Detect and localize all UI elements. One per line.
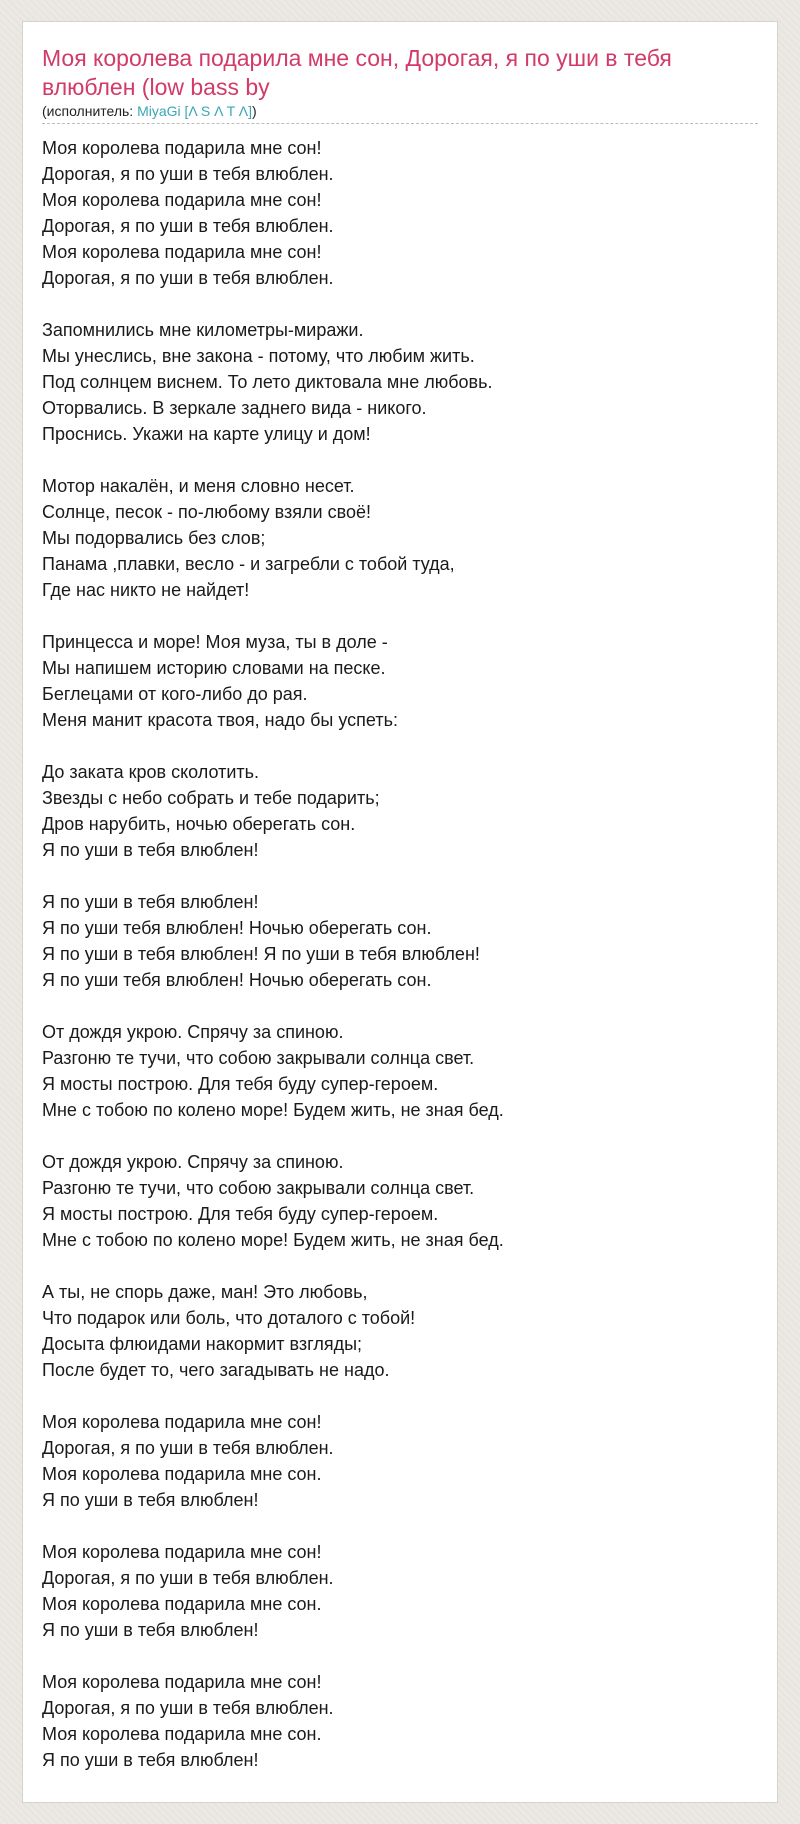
lyrics-line: Я по уши в тебя влюблен! — [42, 892, 259, 912]
lyrics-stanza — [42, 1539, 758, 1643]
lyrics-stanza — [42, 317, 758, 447]
lyrics-line: Я по уши в тебя влюблен! — [42, 1490, 259, 1510]
lyrics-stanza — [42, 1279, 758, 1383]
lyrics-line: Мы подорвались без слов; — [42, 528, 266, 548]
lyrics-line: От дождя укрою. Спрячу за спиною. — [42, 1152, 344, 1172]
lyrics-line: Моя королева подарила мне сон! — [42, 242, 322, 262]
lyrics-line: Принцесса и море! Моя муза, ты в доле - — [42, 632, 388, 652]
lyrics-line: Мы напишем историю словами на песке. — [42, 658, 386, 678]
lyrics-line: Дорогая, я по уши в тебя влюблен. — [42, 164, 334, 184]
performer-info — [42, 103, 257, 120]
lyrics-line: Дорогая, я по уши в тебя влюблен. — [42, 1698, 334, 1718]
lyrics-line: Мне с тобою по колено море! Будем жить, не зная бед. — [42, 1230, 504, 1250]
lyrics-line: Моя королева подарила мне сон. — [42, 1724, 322, 1744]
lyrics-line: Я по уши тебя влюблен! Ночью оберегать сон. — [42, 970, 432, 990]
lyrics-line: Мне с тобою по колено море! Будем жить, не зная бед. — [42, 1100, 504, 1120]
performer-suffix: ) — [252, 103, 257, 119]
lyrics-line: Разгоню те тучи, что собою закрывали солнца свет. — [42, 1048, 475, 1068]
lyrics-line: Моя королева подарила мне сон! — [42, 1412, 322, 1432]
lyrics-line: Я по уши тебя влюблен! Ночью оберегать сон. — [42, 918, 432, 938]
lyrics-line: Я по уши в тебя влюблен! — [42, 1620, 259, 1640]
lyrics-stanza — [42, 1409, 758, 1513]
lyrics-stanza — [42, 473, 758, 603]
lyrics-line: От дождя укрою. Спрячу за спиною. — [42, 1022, 344, 1042]
lyrics-line: Дорогая, я по уши в тебя влюблен. — [42, 1568, 334, 1588]
lyrics-line: Моя королева подарила мне сон! — [42, 190, 322, 210]
lyrics-line: Что подарок или боль, что доталого с тобой! — [42, 1308, 416, 1328]
lyrics-line: Где нас никто не найдет! — [42, 580, 250, 600]
lyrics-line: Оторвались. В зеркале заднего вида - никого. — [42, 398, 427, 418]
lyrics-stanza — [42, 629, 758, 733]
lyrics-line: Панама ,плавки, весло - и загребли с тобой туда, — [42, 554, 455, 574]
lyrics-line: Меня манит красота твоя, надо бы успеть: — [42, 710, 398, 730]
lyrics-line: Я по уши в тебя влюблен! — [42, 840, 259, 860]
lyrics-line: Запомнились мне километры-миражи. — [42, 320, 364, 340]
lyrics-line: Дорогая, я по уши в тебя влюблен. — [42, 268, 334, 288]
lyrics-line: Солнце, песок - по-любому взяли своё! — [42, 502, 371, 522]
lyrics-line: После будет то, чего загадывать не надо. — [42, 1360, 390, 1380]
lyrics-line: Моя королева подарила мне сон! — [42, 1672, 322, 1692]
lyrics-line: Я по уши в тебя влюблен! — [42, 1750, 259, 1770]
lyrics-line: Звезды с небо собрать и тебе подарить; — [42, 788, 380, 808]
lyrics-line: Под солнцем виснем. То лето диктовала мне любовь. — [42, 372, 493, 392]
lyrics-stanza — [42, 1019, 758, 1123]
lyrics-stanza — [42, 135, 758, 291]
lyrics-line: Мотор накалён, и меня словно несет. — [42, 476, 355, 496]
lyrics-stanza — [42, 889, 758, 993]
artist-link-miyagi[interactable]: MiyaGi — [137, 103, 181, 119]
title-divider — [42, 123, 758, 124]
lyrics-line: Досыта флюидами накормит взгляды; — [42, 1334, 363, 1354]
lyrics-line: Я мосты построю. Для тебя буду супер-героем. — [42, 1074, 439, 1094]
lyrics-line: Моя королева подарила мне сон. — [42, 1464, 322, 1484]
lyrics-stanza — [42, 759, 758, 863]
lyrics-line: А ты, не спорь даже, ман! Это любовь, — [42, 1282, 368, 1302]
lyrics-stanza — [42, 1669, 758, 1773]
lyrics-line: Моя королева подарила мне сон. — [42, 1594, 322, 1614]
lyrics-line: Мы унеслись, вне закона - потому, что любим жить. — [42, 346, 475, 366]
lyrics-text — [42, 135, 758, 1799]
lyrics-line: Проснись. Укажи на карте улицу и дом! — [42, 424, 371, 444]
lyrics-line: Беглецами от кого-либо до рая. — [42, 684, 308, 704]
lyrics-line: Дров нарубить, ночью оберегать сон. — [42, 814, 356, 834]
artist-link-astana[interactable]: [Λ S Λ T Λ] — [184, 103, 253, 119]
song-title: Моя королева подарила мне сон, Дорогая, я по уши в тебя влюблен (low bass by — [42, 45, 672, 100]
lyrics-line: Дорогая, я по уши в тебя влюблен. — [42, 216, 334, 236]
lyrics-line: Я мосты построю. Для тебя буду супер-героем. — [42, 1204, 439, 1224]
lyrics-line: Дорогая, я по уши в тебя влюблен. — [42, 1438, 334, 1458]
performer-prefix: (исполнитель: — [42, 103, 138, 119]
lyrics-line: До заката кров сколотить. — [42, 762, 260, 782]
lyrics-line: Моя королева подарила мне сон! — [42, 1542, 322, 1562]
lyrics-line: Разгоню те тучи, что собою закрывали солнца свет. — [42, 1178, 475, 1198]
lyrics-line: Я по уши в тебя влюблен! Я по уши в тебя влюблен! — [42, 944, 480, 964]
lyrics-line: Моя королева подарила мне сон! — [42, 138, 322, 158]
lyrics-card — [22, 21, 778, 1803]
lyrics-stanza — [42, 1149, 758, 1253]
